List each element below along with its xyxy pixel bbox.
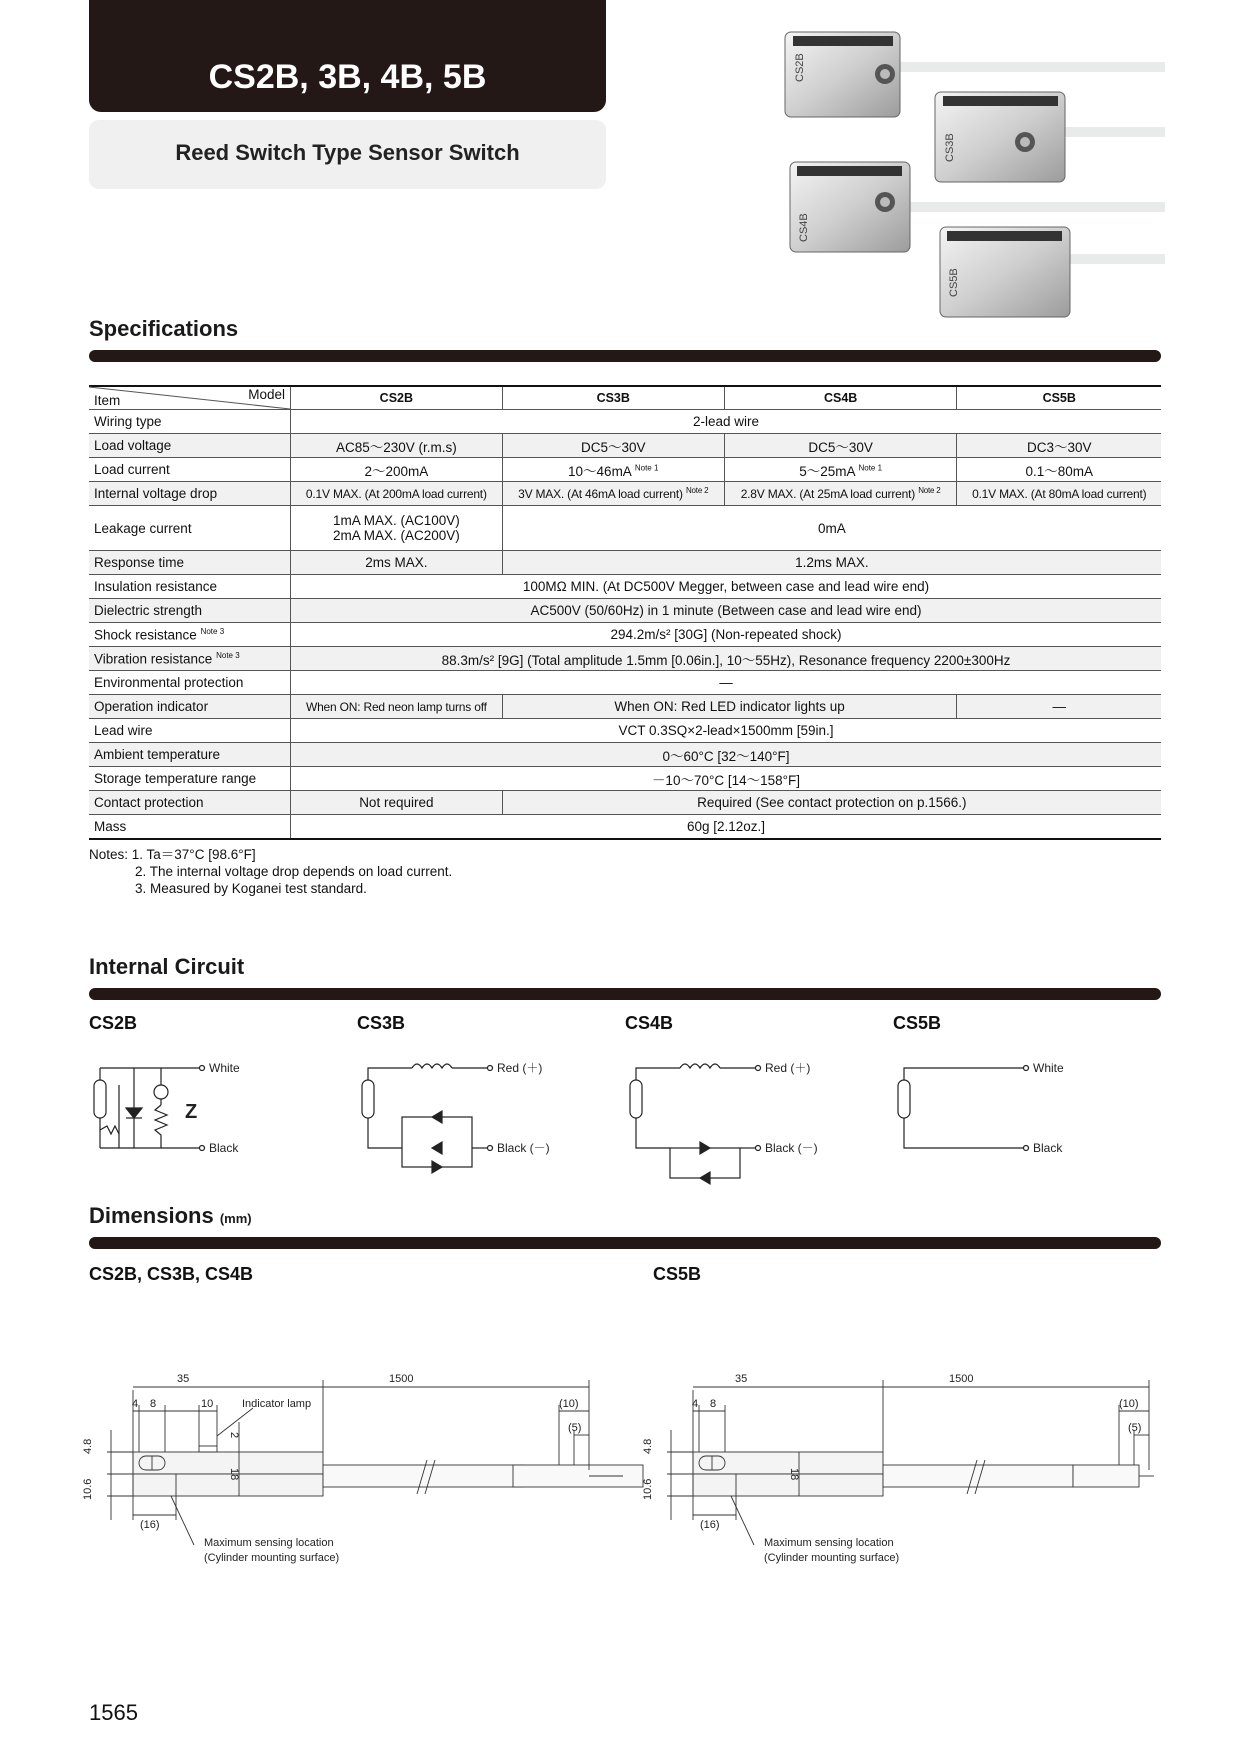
note-ref: Note 2 <box>685 486 709 495</box>
circuit-title-cs2b: CS2B <box>89 1013 138 1033</box>
led-icon <box>700 1142 710 1154</box>
row-value: 5～25mA $^{Note 1}$ <box>724 458 957 482</box>
row-value: VCT 0.3SQ×2-lead×1500mm [59in.] <box>291 719 1162 743</box>
specifications-table <box>89 385 1161 840</box>
row-label: Load voltage <box>89 434 291 458</box>
row-value: Not required <box>291 791 503 815</box>
dim-p16: (16) <box>700 1519 720 1531</box>
circuit-title-cs5b: CS5B <box>893 1013 942 1033</box>
table-row <box>89 575 1161 599</box>
row-value: 3V MAX. (At 46mA load current) $^{Note 2}$ <box>502 482 724 506</box>
row-label: Mass <box>89 815 291 840</box>
sensor-label-cs5b: CS5B <box>948 268 960 297</box>
dim-35: 35 <box>177 1373 190 1385</box>
row-value: 0.1～80mA <box>957 458 1161 482</box>
note-ref: Note 1 <box>634 463 659 472</box>
circuit-cs2b <box>89 1050 269 1160</box>
note-ref: Note 2 <box>918 486 941 495</box>
table-row <box>89 647 1161 671</box>
resistor-icon <box>155 1105 167 1148</box>
diode-icon <box>700 1172 710 1184</box>
internal-circuit-heading: Internal Circuit <box>89 954 245 979</box>
row-value: 10～46mA $^{Note 1}$ <box>502 458 724 482</box>
dim-4: 4 <box>692 1398 699 1410</box>
wire-label-white: White <box>209 1061 240 1075</box>
page-subtitle: Reed Switch Type Sensor Switch <box>175 140 520 165</box>
specifications-heading: Specifications <box>89 316 239 341</box>
page-title: CS2B, 3B, 4B, 5B <box>208 58 487 96</box>
wire-label-red: Red (＋) <box>497 1061 543 1075</box>
wire-label-black: Black <box>1033 1141 1063 1155</box>
sensor-cs3b <box>935 92 1165 182</box>
row-value: DC3～30V <box>957 434 1161 458</box>
wire-label-black: Black (－) <box>765 1141 818 1155</box>
row-label: Ambient temperature <box>89 743 291 767</box>
dim-10: 10 <box>201 1398 214 1410</box>
wire-label-red: Red (＋) <box>765 1061 811 1075</box>
table-row <box>89 767 1161 791</box>
reed-switch-icon <box>898 1080 910 1118</box>
row-label: Vibration resistance $^{Note 3}$ <box>89 647 291 671</box>
sensor-label-cs4b: CS4B <box>798 213 810 242</box>
row-label: Lead wire <box>89 719 291 743</box>
inductor-icon <box>412 1064 452 1068</box>
note-ref: Note 3 <box>216 650 240 660</box>
dimensions-unit: (mm) <box>219 1211 252 1226</box>
header-cs5b: CS5B <box>957 386 1161 410</box>
model-label: Model <box>248 387 285 402</box>
header-cs2b: CS2B <box>291 386 503 410</box>
note-ref: Note 3 <box>200 626 225 636</box>
dimensions-divider <box>89 1237 1161 1249</box>
inductor-icon <box>680 1064 720 1068</box>
product-photo <box>785 22 1165 322</box>
item-model-cell <box>89 386 291 410</box>
row-value: When ON: Red LED indicator lights up <box>502 695 957 719</box>
dim-p5: (5) <box>568 1422 582 1434</box>
row-value: 60g [2.12oz.] <box>291 815 1162 840</box>
row-value: 1mA MAX. (AC100V) 2mA MAX. (AC200V) <box>291 506 503 551</box>
dim-35: 35 <box>735 1373 748 1385</box>
spec-notes <box>89 846 452 897</box>
diode-icon <box>126 1108 142 1118</box>
row-value: 0～60°C [32～140°F] <box>291 743 1162 767</box>
row-label: Leakage current <box>89 506 291 551</box>
dim-10-6: 10.6 <box>82 1478 94 1500</box>
dimension-drawing-right <box>642 1370 1169 1570</box>
row-value: 88.3m/s² [9G] (Total amplitude 1.5mm [0.06in.], 10～55Hz), Resonance frequency 2200±300Hz <box>291 647 1162 671</box>
dimension-title-left: CS2B, CS3B, CS4B <box>89 1264 254 1284</box>
table-row <box>89 506 1161 551</box>
reed-switch-icon <box>94 1080 106 1118</box>
table-row <box>89 743 1161 767</box>
sensor-label-cs2b: CS2B <box>794 53 806 82</box>
circuit-title-cs3b: CS3B <box>357 1013 406 1033</box>
row-label: Response time <box>89 551 291 575</box>
row-value: Required (See contact protection on p.1566.) <box>502 791 1161 815</box>
dimension-title-right: CS5B <box>653 1264 702 1284</box>
dimensions-heading <box>89 1203 252 1229</box>
header-cs3b: CS3B <box>502 386 724 410</box>
row-label: Load current <box>89 458 291 482</box>
dim-8: 8 <box>150 1398 157 1410</box>
dim-4-8: 4.8 <box>642 1438 654 1454</box>
row-value: 0.1V MAX. (At 200mA load current) <box>291 482 503 506</box>
table-row <box>89 551 1161 575</box>
indicator-lamp-label: Indicator lamp <box>242 1398 312 1410</box>
table-header-row <box>89 386 1161 410</box>
dim-1500: 1500 <box>389 1373 414 1385</box>
wire-label-black: Black (－) <box>497 1141 550 1155</box>
sensor-cs5b <box>940 227 1165 317</box>
note-2: 2. The internal voltage drop depends on load current. <box>135 864 453 879</box>
row-value: When ON: Red neon lamp turns off <box>291 695 503 719</box>
reed-switch-icon <box>362 1080 374 1118</box>
table-row <box>89 410 1161 434</box>
row-label: Shock resistance $^{Note 3}$ <box>89 623 291 647</box>
zener-label: Z <box>185 1101 198 1123</box>
dim-1500: 1500 <box>949 1373 974 1385</box>
note-ref: Note 1 <box>858 463 883 472</box>
dim-10-6: 10.6 <box>642 1478 654 1500</box>
row-value: AC500V (50/60Hz) in 1 minute (Between case and lead wire end) <box>291 599 1162 623</box>
wire-label-white: White <box>1033 1061 1064 1075</box>
row-value: 0mA <box>502 506 1161 551</box>
row-value: DC5～30V <box>724 434 957 458</box>
max-sensing-label: Maximum sensing location <box>764 1537 894 1549</box>
row-label: Wiring type <box>89 410 291 434</box>
row-label: Dielectric strength <box>89 599 291 623</box>
dim-p10: (10) <box>1119 1398 1139 1410</box>
dim-18: 18 <box>788 1468 800 1481</box>
internal-circuit-divider <box>89 988 1161 1000</box>
row-value: 2.8V MAX. (At 25mA load current) $^{Note 2}$ <box>724 482 957 506</box>
dim-p10: (10) <box>559 1398 579 1410</box>
table-row <box>89 791 1161 815</box>
row-value: 2～200mA <box>291 458 503 482</box>
dim-18: 18 <box>228 1468 240 1481</box>
subtitle-banner <box>89 120 606 189</box>
neon-lamp-icon <box>154 1085 168 1099</box>
table-row <box>89 671 1161 695</box>
page-number: 1565 <box>89 1700 138 1725</box>
table-row <box>89 434 1161 458</box>
row-value: — <box>957 695 1161 719</box>
table-row <box>89 458 1161 482</box>
row-value: －10～70°C [14～158°F] <box>291 767 1162 791</box>
dimension-drawing-left <box>82 1370 609 1570</box>
dim-4: 4 <box>132 1398 139 1410</box>
circuit-title-cs4b: CS4B <box>625 1013 674 1033</box>
dimensions-title: Dimensions <box>89 1203 214 1228</box>
row-value: 2-lead wire <box>291 410 1162 434</box>
table-row <box>89 815 1161 840</box>
row-value: DC5～30V <box>502 434 724 458</box>
circuit-cs5b <box>893 1050 1073 1160</box>
row-value: — <box>291 671 1162 695</box>
mounting-surface-label: (Cylinder mounting surface) <box>764 1552 900 1564</box>
row-value: 294.2m/s² [30G] (Non-repeated shock) <box>291 623 1162 647</box>
row-label: Operation indicator <box>89 695 291 719</box>
dim-4-8: 4.8 <box>82 1438 94 1454</box>
table-row <box>89 482 1161 506</box>
circuit-cs3b <box>357 1050 557 1185</box>
dim-p16: (16) <box>140 1519 160 1531</box>
row-label: Storage temperature range <box>89 767 291 791</box>
row-label: Internal voltage drop <box>89 482 291 506</box>
reed-switch-icon <box>630 1080 642 1118</box>
specifications-divider <box>89 350 1161 362</box>
item-label: Item <box>94 393 121 408</box>
diode-icon <box>432 1161 442 1173</box>
dim-8: 8 <box>710 1398 717 1410</box>
note-3: 3. Measured by Koganei test standard. <box>135 881 367 896</box>
row-label: Insulation resistance <box>89 575 291 599</box>
dim-2: 2 <box>228 1432 240 1439</box>
mounting-surface-label: (Cylinder mounting surface) <box>204 1552 340 1564</box>
row-value: 100MΩ MIN. (At DC500V Megger, between case and lead wire end) <box>291 575 1162 599</box>
note-1: Notes: 1. Ta＝37°C [98.6°F] <box>89 847 256 862</box>
row-label: Environmental protection <box>89 671 291 695</box>
header-cs4b: CS4B <box>724 386 957 410</box>
row-value: 0.1V MAX. (At 80mA load current) <box>957 482 1161 506</box>
sensor-label-cs3b: CS3B <box>944 133 956 162</box>
circuit-cs4b <box>625 1050 825 1185</box>
title-banner <box>89 0 606 112</box>
dim-p5: (5) <box>1128 1422 1142 1434</box>
table-row <box>89 719 1161 743</box>
table-row <box>89 695 1161 719</box>
wire-label-black: Black <box>209 1141 239 1155</box>
max-sensing-label: Maximum sensing location <box>204 1537 334 1549</box>
row-value: 1.2ms MAX. <box>502 551 1161 575</box>
row-value: 2ms MAX. <box>291 551 503 575</box>
table-row <box>89 599 1161 623</box>
table-row <box>89 623 1161 647</box>
led-icon <box>432 1111 442 1123</box>
row-label: Contact protection <box>89 791 291 815</box>
led-icon <box>432 1142 442 1154</box>
row-value: AC85～230V (r.m.s) <box>291 434 503 458</box>
